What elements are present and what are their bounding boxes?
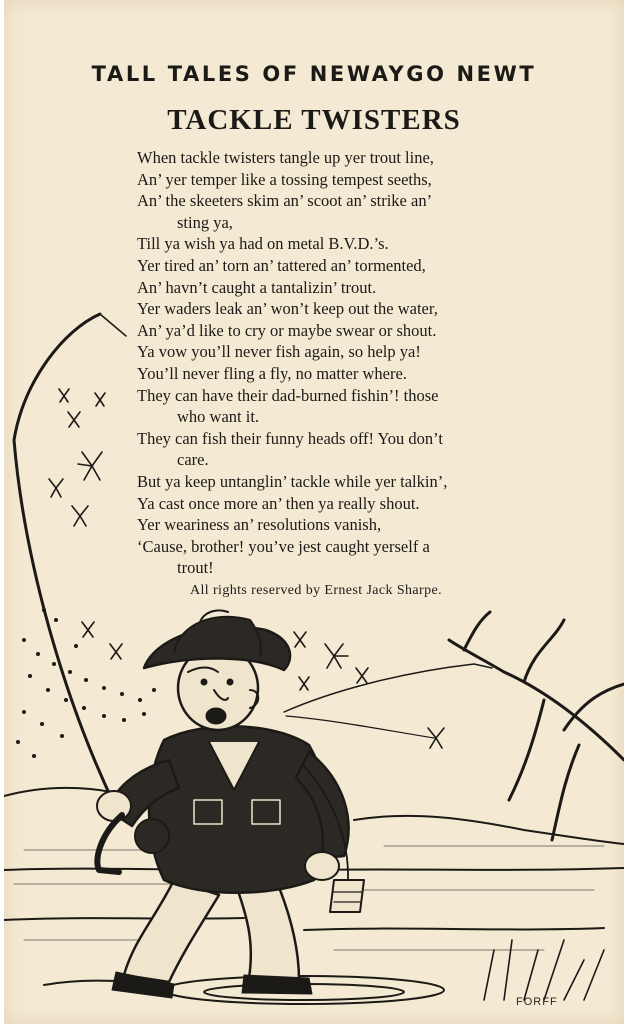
- poem-line: ‘Cause, brother! you’ve jest caught yerself a: [137, 536, 430, 556]
- poem-line: Ya cast once more an’ then ya really shout.: [137, 493, 420, 513]
- poem-title: TACKLE TWISTERS: [167, 104, 461, 136]
- poem-line: who want it.: [177, 407, 260, 427]
- hat-icon: [144, 610, 290, 670]
- poem-line: You’ll never fling a fly, no matter where.: [137, 363, 407, 383]
- grass-icon: [484, 940, 604, 1000]
- poem-line: An’ yer temper like a tossing tempest seeths,: [137, 169, 432, 189]
- poem-line: Yer tired an’ torn an’ tattered an’ tormented,: [137, 255, 426, 275]
- postcard: [4, 0, 624, 1024]
- poem-text: [137, 147, 582, 579]
- tree-branch-icon: [449, 612, 624, 840]
- poem-line: They can have their dad-burned fishin’! those: [137, 385, 439, 405]
- landscape-icon: [4, 788, 624, 930]
- poem-line: They can fish their funny heads off! You don’t: [137, 428, 443, 448]
- rights-notice: All rights reserved by Ernest Jack Sharpe.: [190, 583, 443, 598]
- creel-basket-icon: [304, 766, 364, 912]
- poem-line: care.: [177, 450, 209, 470]
- poem-line: Ya vow you’ll never fish again, so help ya!: [137, 342, 421, 362]
- poem-line: An’ ya’d like to cry or maybe swear or shout.: [137, 320, 437, 340]
- poem-line: Till ya wish ya had on metal B.V.D.’s.: [137, 234, 389, 254]
- poem-line: Yer weariness an’ resolutions vanish,: [137, 515, 382, 535]
- poem-line: trout!: [177, 558, 214, 578]
- fishing-line-icon: [284, 664, 492, 712]
- mosquito-dots: [16, 608, 156, 758]
- fisherman-head: [178, 646, 258, 730]
- poem-line: An’ the skeeters skim an’ scoot an’ strike an’: [137, 191, 433, 211]
- poem-line: sting ya,: [177, 212, 233, 232]
- artist-signature: FORFF: [516, 996, 558, 1008]
- fisherman-figure: [97, 610, 364, 998]
- water-ripple-icon: [44, 976, 444, 1004]
- poem-line: Yer waders leak an’ won’t keep out the water,: [137, 299, 438, 319]
- poem-line: An’ havn’t caught a tantalizin’ trout.: [137, 277, 377, 297]
- poem-line: But ya keep untanglin’ tackle while yer talkin’,: [137, 471, 448, 491]
- fly-rod-icon: [14, 314, 116, 808]
- series-title: TALL TALES OF NEWAYGO NEWT: [91, 62, 537, 86]
- poem-line: When tackle twisters tangle up yer trout line,: [137, 148, 434, 167]
